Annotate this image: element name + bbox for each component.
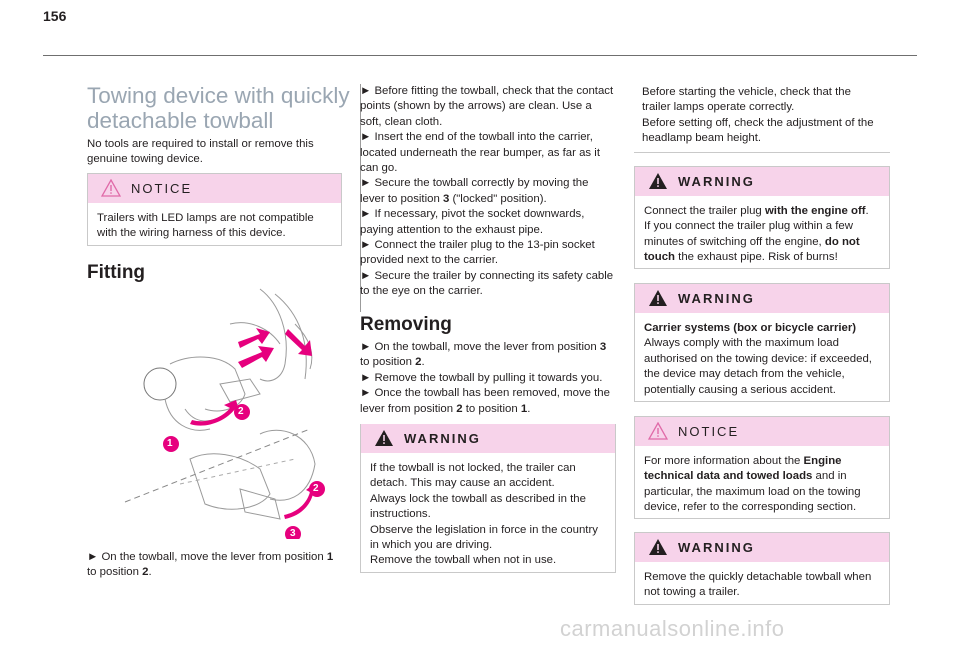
callout-label: 2: [238, 406, 244, 417]
info-text: Before starting the vehicle, check that the trailer lamps operate correctly.: [642, 86, 851, 114]
warning-header: [635, 284, 889, 313]
notice-label: NOTICE: [678, 424, 740, 439]
step-text: ► If necessary, pivot the socket downwards, paying attention to the exhaust pipe.: [360, 208, 585, 236]
illustration-callouts: [163, 404, 325, 539]
warning-text: Carrier systems (box or bicycle carrier): [644, 322, 857, 334]
step-text: ► Once the towball has been removed, move the lever from position 2 to position 1.: [360, 387, 610, 415]
header-rule: [43, 55, 917, 56]
warning-icon: [648, 289, 668, 307]
warning-label: WARNING: [678, 174, 755, 189]
warning-header: [635, 533, 889, 562]
step-text: ► On the towball, move the lever from position 3 to position 2.: [360, 341, 607, 369]
warning-text: Always lock the towball as described in the instructions.: [370, 492, 586, 521]
step-text: ► Connect the trailer plug to the 13-pin socket provided next to the carrier.: [360, 239, 595, 267]
step-text: ► Before fitting the towball, check that the contact points (shown by the arrows) are clean. Use a soft, clean cloth.: [360, 85, 614, 128]
warning-header: [361, 424, 615, 453]
warning-text: Remove the quickly detachable towball when not towing a trailer.: [644, 571, 872, 599]
notice-icon: [101, 179, 121, 197]
warning-header: [635, 167, 889, 196]
fitting-caption: ► On the towball, move the lever from position 1 to position 2.: [87, 551, 334, 579]
warning-label: WARNING: [678, 291, 755, 306]
notice-icon: [648, 422, 668, 440]
removing-heading: Removing: [360, 314, 452, 335]
warning-label: WARNING: [404, 431, 481, 446]
warning-box-2: [634, 166, 890, 269]
watermark: carmanualsonline.info: [560, 616, 785, 641]
warning-text: If you connect the trailer plug within a few minutes of switching off the engine, do not touch the exhaust pipe. Risk of burns!: [644, 220, 860, 264]
warning-text: Always comply with the maximum load authorised on the towing device: if exceeded, the device may detach from the vehicle, potentially causing a serious accident.: [644, 337, 872, 396]
page-title: Towing device with quickly detachable towball: [87, 83, 350, 133]
warning-text: Connect the trailer plug with the engine off.: [644, 205, 869, 217]
towball-illustration: [110, 284, 350, 539]
warning-box-3: [634, 283, 890, 402]
step-text: ► Insert the end of the towball into the carrier, located underneath the rear bumper, as far as it can go.: [360, 131, 600, 175]
callout-label: 3: [290, 528, 296, 539]
step-text: ► Remove the towball by pulling it towards you.: [360, 371, 603, 384]
warning-box-1: [360, 424, 616, 573]
warning-icon: [648, 538, 668, 556]
removing-steps: [360, 340, 615, 417]
callout-label: 2: [313, 483, 319, 494]
notice-header: [635, 417, 889, 446]
notice-text: Trailers with LED lamps are not compatible with the wiring harness of this device.: [97, 212, 314, 240]
info-block: [634, 80, 890, 153]
warning-icon: [648, 172, 668, 190]
warning-label: WARNING: [678, 540, 755, 555]
warning-text: Remove the towball when not in use.: [370, 554, 557, 567]
intro-text: No tools are required to install or remove this genuine towing device.: [87, 138, 314, 166]
info-text: Before setting off, check the adjustment of the headlamp beam height.: [642, 116, 874, 145]
page-number: 156: [43, 8, 67, 24]
warning-box-4: [634, 532, 890, 605]
warning-icon: [374, 429, 394, 447]
notice-label: NOTICE: [131, 181, 193, 196]
step-text: ► Secure the towball correctly by moving the lever to position 3 ("locked" position).: [360, 177, 589, 205]
notice-box-1: [87, 173, 342, 246]
warning-text: If the towball is not locked, the trailer can detach. This may cause an accident.: [370, 462, 576, 490]
notice-box-2: [634, 416, 890, 519]
notice-header: [88, 174, 341, 203]
fitting-heading: Fitting: [87, 262, 146, 283]
warning-text: Observe the legislation in force in the country in which you are driving.: [370, 523, 598, 552]
step-text: ► Secure the trailer by connecting its safety cable to the eye on the carrier.: [360, 269, 614, 298]
notice-text: For more information about the Engine technical data and towed loads and in particular, the maximum load on the towing device, refer to the corresponding section.: [644, 455, 861, 514]
callout-label: 1: [167, 438, 173, 449]
fitting-steps: [360, 84, 615, 300]
